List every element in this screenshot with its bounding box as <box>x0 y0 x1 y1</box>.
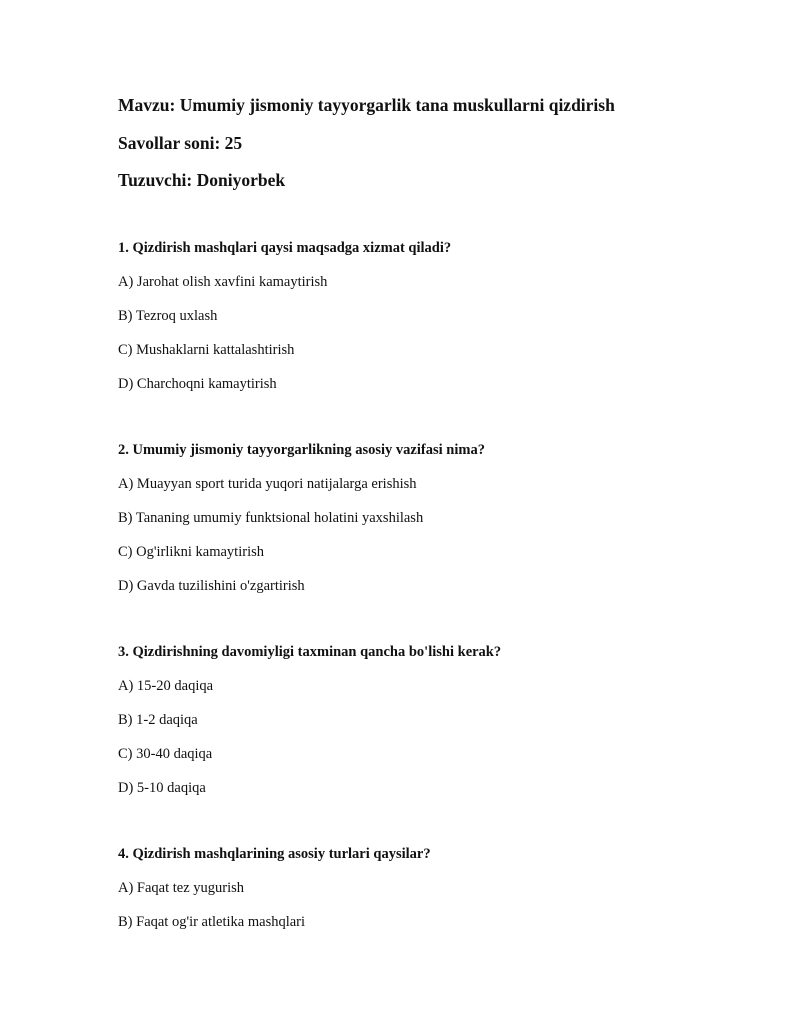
answer-option: B) Tananing umumiy funktsional holatini yaxshilash <box>118 510 424 526</box>
question-text: 2. Umumiy jismoniy tayyorgarlikning asosiy vazifasi nima? <box>118 442 485 458</box>
answer-option: B) Tezroq uxlash <box>118 308 218 324</box>
answer-option: A) Muayyan sport turida yuqori natijalarga erishish <box>118 476 417 492</box>
answer-option: D) 5-10 daqiqa <box>118 780 206 796</box>
question-block <box>118 239 758 393</box>
answer-option: D) Gavda tuzilishini o'zgartirish <box>118 578 305 594</box>
question-list <box>118 239 758 979</box>
answer-option: A) Faqat tez yugurish <box>118 880 245 896</box>
question-text: 3. Qizdirishning davomiyligi taxminan qancha bo'lishi kerak? <box>118 644 502 660</box>
question-count: Savollar soni: 25 <box>118 132 243 153</box>
author-line: Tuzuvchi: Doniyorbek <box>118 170 286 190</box>
answer-option: C) Mushaklarni kattalashtirish <box>118 342 295 358</box>
answer-option: B) Faqat og'ir atletika mashqlari <box>118 914 306 930</box>
answer-option: B) 1-2 daqiqa <box>118 712 198 728</box>
topic-title: Mavzu: Umumiy jismoniy tayyorgarlik tana muskullarni qizdirish <box>118 95 615 115</box>
answer-option: C) 30-40 daqiqa <box>118 746 213 762</box>
answer-option: D) Charchoqni kamaytirish <box>118 376 277 392</box>
question-block <box>118 441 758 595</box>
question-text: 1. Qizdirish mashqlari qaysi maqsadga xizmat qiladi? <box>118 240 452 256</box>
question-block <box>118 643 758 797</box>
question-block <box>118 845 758 931</box>
document-header <box>118 94 758 207</box>
question-text: 4. Qizdirish mashqlarining asosiy turlari qaysilar? <box>118 846 431 862</box>
answer-option: C) Og'irlikni kamaytirish <box>118 544 264 560</box>
answer-option: A) 15-20 daqiqa <box>118 678 214 694</box>
answer-option: A) Jarohat olish xavfini kamaytirish <box>118 274 328 290</box>
